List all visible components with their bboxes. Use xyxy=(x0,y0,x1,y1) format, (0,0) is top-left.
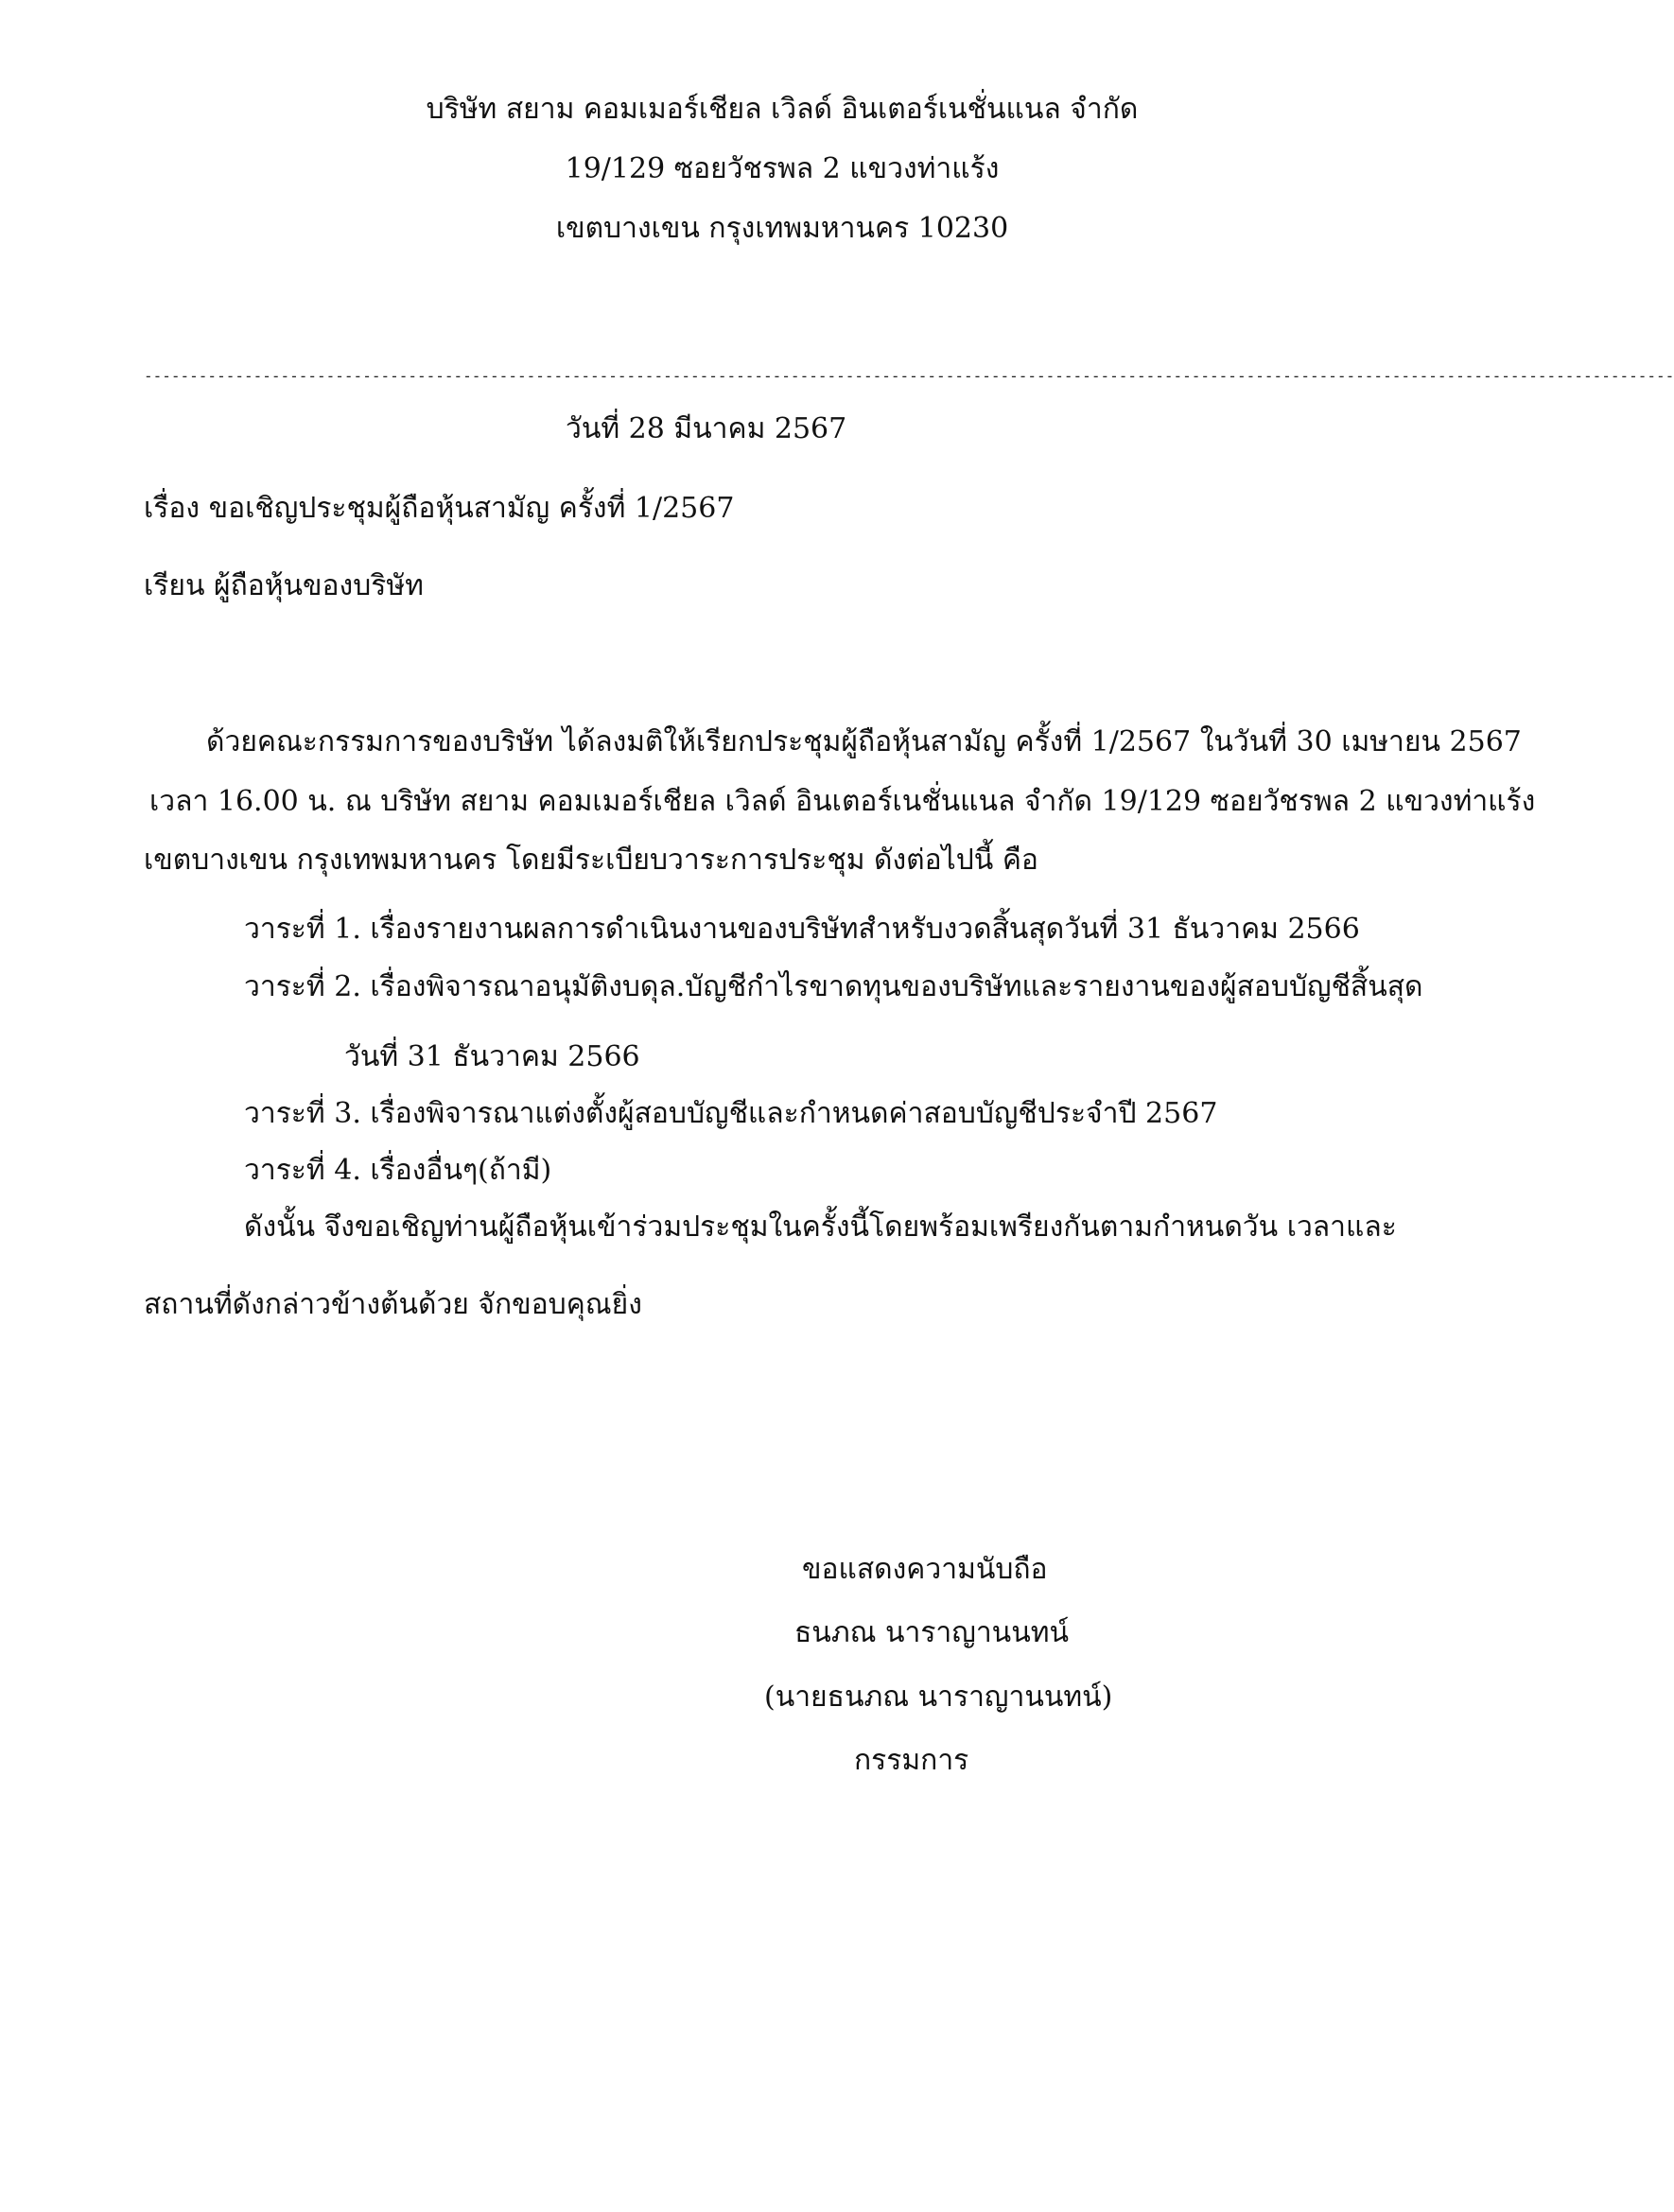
signature-regards: ขอแสดงความนับถือ xyxy=(802,1553,1048,1586)
company-name: บริษัท สยาม คอมเมอร์เชียล เวิลด์ อินเตอร์เนชั่นแนล จำกัด xyxy=(426,93,1139,126)
dashed-divider: ------------------------------------------------------------------------------------------------------------------------------------------------------------------------ xyxy=(144,367,1674,385)
signature-name: ธนภณ นาราญานนทน์ xyxy=(794,1616,1069,1649)
letter-subject: เรื่อง ขอเชิญประชุมผู้ถือหุ้นสามัญ ครั้งที่ 1/2567 xyxy=(144,492,735,525)
agenda-item-2-continuation: วันที่ 31 ธันวาคม 2566 xyxy=(344,1040,640,1073)
company-address-line2: เขตบางเขน กรุงเทพมหานคร 10230 xyxy=(555,212,1009,245)
agenda-item-3: วาระที่ 3. เรื่องพิจารณาแต่งตั้งผู้สอบบัญชีและกำหนดค่าสอบบัญชีประจำปี 2567 xyxy=(244,1097,1218,1130)
closing-line: สถานที่ดังกล่าวข้างต้นด้วย จักขอบคุณยิ่ง xyxy=(144,1288,642,1321)
body-paragraph-line: เขตบางเขน กรุงเทพมหานคร โดยมีระเบียบวาระการประชุม ดังต่อไปนี้ คือ xyxy=(144,844,1038,877)
closing-line: ดังนั้น จึงขอเชิญท่านผู้ถือหุ้นเข้าร่วมประชุมในครั้งนี้โดยพร้อมเพรียงกันตามกำหนดวัน เวลาและ xyxy=(244,1211,1397,1244)
agenda-item-2: วาระที่ 2. เรื่องพิจารณาอนุมัติงบดุล.บัญชีกำไรขาดทุนของบริษัทและรายงานของผู้สอบบัญชีสิ้นสุด xyxy=(244,970,1423,1003)
letter-recipient: เรียน ผู้ถือหุ้นของบริษัท xyxy=(144,569,424,602)
agenda-item-4: วาระที่ 4. เรื่องอื่นๆ(ถ้ามี) xyxy=(244,1154,552,1187)
company-address-line1: 19/129 ซอยวัชรพล 2 แขวงท่าแร้ง xyxy=(565,152,1000,185)
signature-title: กรรมการ xyxy=(854,1744,969,1777)
agenda-item-1: วาระที่ 1. เรื่องรายงานผลการดำเนินงานของบริษัทสำหรับงวดสิ้นสุดวันที่ 31 ธันวาคม 2566 xyxy=(244,913,1360,946)
body-paragraph-line: ด้วยคณะกรรมการของบริษัท ได้ลงมติให้เรียกประชุมผู้ถือหุ้นสามัญ ครั้งที่ 1/2567 ในวันที่ 30 เมษายน 2567 xyxy=(206,725,1522,758)
body-paragraph-line: เวลา 16.00 น. ณ บริษัท สยาม คอมเมอร์เชียล เวิลด์ อินเตอร์เนชั่นแนล จำกัด 19/129 ซอยวัชรพล 2 แขวงท่าแร้ง xyxy=(149,785,1536,818)
signature-printed-name: (นายธนภณ นาราญานนทน์) xyxy=(764,1681,1113,1714)
letter-date: วันที่ 28 มีนาคม 2567 xyxy=(566,412,847,445)
